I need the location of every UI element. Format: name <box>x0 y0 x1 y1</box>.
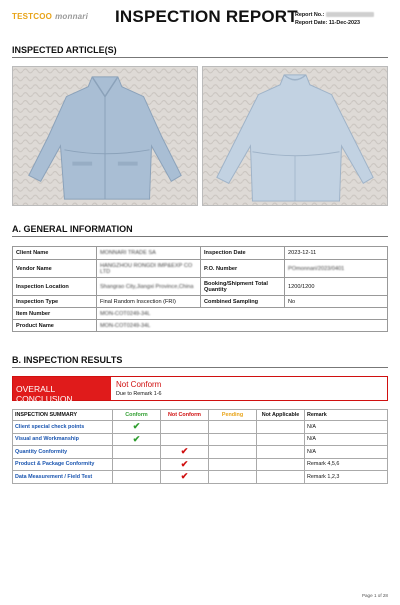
report-meta <box>295 11 374 27</box>
product-name-label: Product Name <box>13 320 97 332</box>
client-name-label: Client Name <box>13 247 97 260</box>
report-no-value-redacted <box>326 12 374 17</box>
pending-cell <box>209 458 257 471</box>
row-label: Visual and Workmanship <box>13 433 113 446</box>
booking-qty-label: Booking/Shipment Total Quantity <box>201 278 285 296</box>
combined-sampling-value: No <box>285 296 388 308</box>
conform-cell <box>113 458 161 471</box>
row-label: Client special check points <box>13 421 113 434</box>
not-applicable-cell <box>257 421 305 434</box>
not-conform-cell <box>161 433 209 446</box>
report-date: Report Date: 11-Dec-2023 <box>295 20 361 26</box>
product-name-value: MON-COT0249-34L <box>97 320 388 332</box>
inspection-date-value: 2023-12-11 <box>285 247 388 260</box>
remark-cell: N/A <box>305 446 388 459</box>
po-number-label: P.O. Number <box>201 260 285 278</box>
inspection-location-label: Inspection Location <box>13 278 97 296</box>
not-applicable-cell <box>257 433 305 446</box>
pending-cell <box>209 433 257 446</box>
pending-header: Pending <box>209 410 257 421</box>
general-info-table <box>12 246 388 332</box>
table-row <box>13 446 388 459</box>
conform-header: Conform <box>113 410 161 421</box>
item-number-label: Item Number <box>13 308 97 320</box>
not-applicable-header: Not Applicable <box>257 410 305 421</box>
pending-cell <box>209 421 257 434</box>
overall-conclusion-value: Not Conform <box>116 380 162 389</box>
section-divider <box>12 57 388 58</box>
summary-header: INSPECTION SUMMARY <box>13 410 113 421</box>
table-row <box>13 471 388 484</box>
inspection-date-label: Inspection Date <box>201 247 285 260</box>
combined-sampling-label: Combined Sampling <box>201 296 285 308</box>
article-photo-back <box>202 66 388 206</box>
conform-cell <box>113 471 161 484</box>
article-photo-front <box>12 66 198 206</box>
conform-check-icon: ✔ <box>113 421 161 434</box>
row-label: Product & Package Conformity <box>13 458 113 471</box>
not-applicable-cell <box>257 446 305 459</box>
inspection-type-label: Inspection Type <box>13 296 97 308</box>
report-no-label: Report No.: <box>295 12 325 18</box>
inspection-summary-table <box>12 409 388 484</box>
remark-cell: N/A <box>305 421 388 434</box>
not-conform-header: Not Conform <box>161 410 209 421</box>
company-logo <box>12 12 88 21</box>
not-conform-check-icon: ✔ <box>161 471 209 484</box>
vendor-name-label: Vendor Name <box>13 260 97 278</box>
item-number-value: MON-COT0249-34L <box>97 308 388 320</box>
pending-cell <box>209 446 257 459</box>
table-row <box>13 433 388 446</box>
table-row <box>13 421 388 434</box>
row-label: Data Measurement / Field Test <box>13 471 113 484</box>
section-divider <box>12 367 388 368</box>
row-label: Quantity Conformity <box>13 446 113 459</box>
remark-cell: Remark 1,2,3 <box>305 471 388 484</box>
booking-qty-value: 1200/1200 <box>285 278 388 296</box>
conform-cell <box>113 446 161 459</box>
not-applicable-cell <box>257 471 305 484</box>
inspection-location-value: Shangrao City,Jiangxi Province,China <box>97 278 201 296</box>
overall-conclusion-label: OVERALL CONCLUSION <box>13 377 111 400</box>
remark-header: Remark <box>305 410 388 421</box>
conform-check-icon: ✔ <box>113 433 161 446</box>
section-title-articles: INSPECTED ARTICLE(S) <box>12 45 117 55</box>
vendor-name-value: HANGZHOU RONGDI IMP&EXP CO LTD <box>97 260 201 278</box>
section-divider <box>12 236 388 237</box>
remark-cell: N/A <box>305 433 388 446</box>
overall-conclusion-note: Due to Remark 1-6 <box>116 391 162 397</box>
overall-conclusion-box <box>12 376 388 404</box>
logo-testcoo: TESTCOO <box>12 12 53 21</box>
page-number: Page 1 of 28 <box>361 593 388 598</box>
po-number-value: POmonnari/2023/0401 <box>285 260 388 278</box>
section-title-general: A. GENERAL INFORMATION <box>12 224 133 234</box>
remark-cell: Remark 4,5,6 <box>305 458 388 471</box>
client-name-value: MONNARI TRADE SA <box>97 247 201 260</box>
table-row <box>13 458 388 471</box>
not-conform-check-icon: ✔ <box>161 458 209 471</box>
section-title-results: B. INSPECTION RESULTS <box>12 355 123 365</box>
not-conform-check-icon: ✔ <box>161 446 209 459</box>
pending-cell <box>209 471 257 484</box>
report-header <box>0 0 400 38</box>
report-title: INSPECTION REPORT <box>115 7 298 26</box>
inspection-type-value: Final Random Inscection (FRI) <box>97 296 201 308</box>
logo-monnari: monnari <box>55 12 89 21</box>
not-applicable-cell <box>257 458 305 471</box>
not-conform-cell <box>161 421 209 434</box>
